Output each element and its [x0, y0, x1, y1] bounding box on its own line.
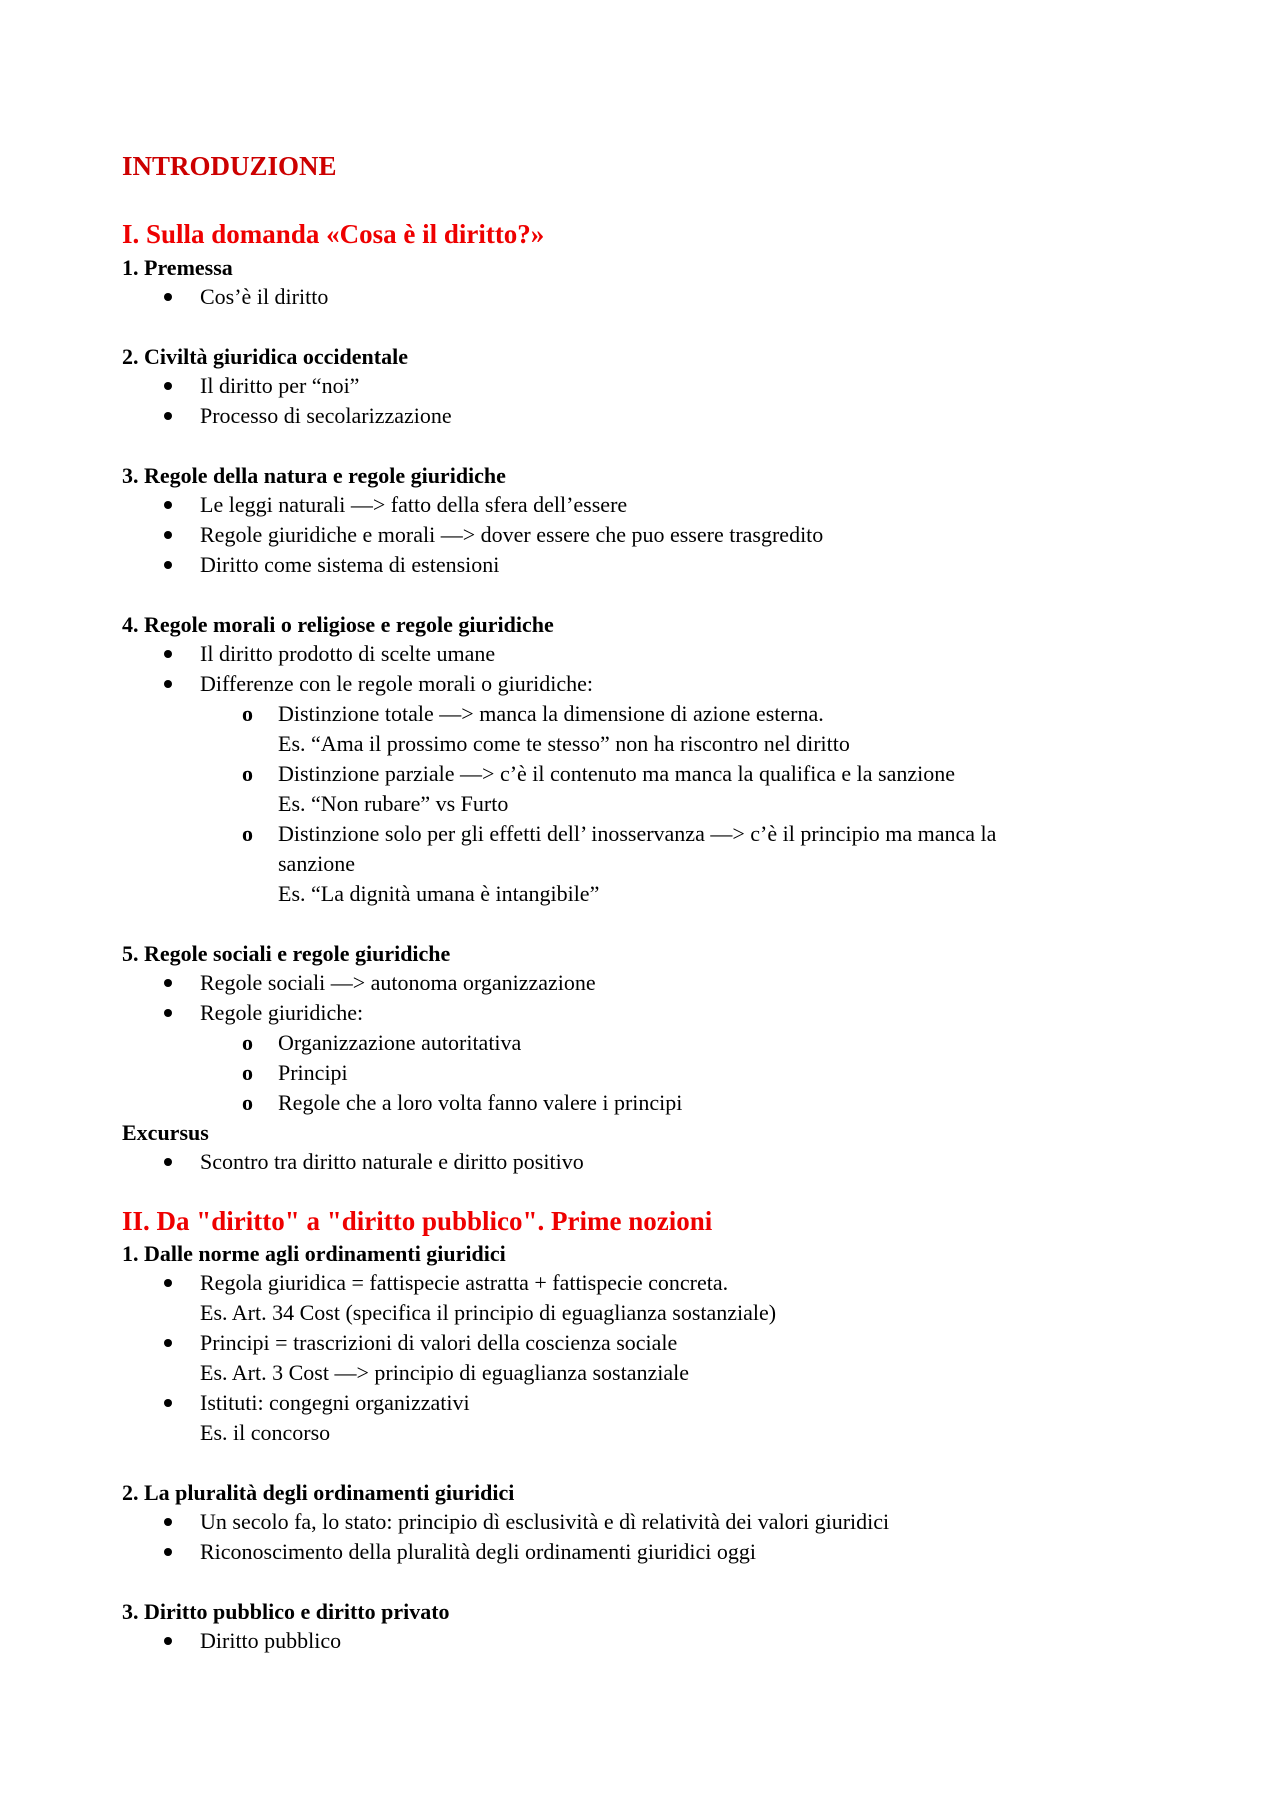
sub-bullet-marker: o: [242, 760, 253, 786]
list-item: [122, 1328, 1162, 1388]
section-heading: 1. Premessa: [122, 254, 233, 280]
sub-bullet-marker: o: [242, 1059, 253, 1085]
list-item: [122, 639, 1162, 669]
list-item: [122, 968, 1162, 998]
section: [122, 461, 1162, 580]
section: [122, 610, 1162, 909]
sub-item-text-line: Es. “Non rubare” vs Furto: [278, 790, 509, 816]
sub-item-text-line: Es. “Ama il prossimo come te stesso” non ha riscontro nel diritto: [278, 730, 850, 756]
chapter: [122, 218, 1162, 1176]
list-item: [122, 401, 1162, 431]
bullet-list: [122, 968, 1162, 1118]
section: [122, 1239, 1162, 1448]
item-text-line: Un secolo fa, lo stato: principio dì esclusività e dì relatività dei valori giuridici: [200, 1509, 890, 1535]
item-text-line: Il diritto per “noi”: [200, 372, 360, 398]
item-text-line: Le leggi naturali —> fatto della sfera dell’essere: [200, 491, 628, 517]
item-text-line: Regole giuridiche e morali —> dover essere che puo essere trasgredito: [200, 521, 824, 547]
sub-list: [200, 1028, 1162, 1118]
sub-list-item: [200, 819, 1162, 909]
section: [122, 1478, 1162, 1567]
sub-list-item: [200, 699, 1162, 759]
sub-bullet-marker: o: [242, 1029, 253, 1055]
item-text-line: Regole sociali —> autonoma organizzazione: [200, 969, 596, 995]
section-heading: 2. La pluralità degli ordinamenti giuridici: [122, 1480, 515, 1506]
chapters-container: [122, 218, 1162, 1656]
list-item: [122, 371, 1162, 401]
sub-list-item: [200, 1088, 1162, 1118]
item-text-line: Principi = trascrizioni di valori della coscienza sociale: [200, 1330, 678, 1356]
section-heading: 1. Dalle norme agli ordinamenti giuridici: [122, 1241, 506, 1267]
sub-bullet-marker: o: [242, 1089, 253, 1115]
document-title: INTRODUZIONE: [122, 151, 337, 181]
list-item: [122, 998, 1162, 1118]
bullet-list: [122, 1268, 1162, 1448]
sub-list-item: [200, 1058, 1162, 1088]
chapter: [122, 1205, 1162, 1656]
item-text-line: Diritto pubblico: [200, 1628, 342, 1654]
sub-item-text-line: Distinzione totale —> manca la dimensione di azione esterna.: [278, 700, 824, 726]
list-item: [122, 1507, 1162, 1537]
item-text-line: Riconoscimento della pluralità degli ordinamenti giuridici oggi: [200, 1539, 756, 1565]
sub-item-text-line: Distinzione solo per gli effetti dell’ inosservanza —> c’è il principio ma manca la: [278, 820, 997, 846]
bullet-list: [122, 639, 1162, 909]
list-item: [122, 282, 1162, 312]
list-item: [122, 490, 1162, 520]
list-item: [122, 1147, 1162, 1177]
chapter-title: I. Sulla domanda «Cosa è il diritto?»: [122, 219, 545, 250]
item-text-line: Diritto come sistema di estensioni: [200, 551, 500, 577]
sub-list-item: [200, 759, 1162, 819]
sub-list-item: [200, 1028, 1162, 1058]
list-item: [122, 520, 1162, 550]
bullet-list: [122, 371, 1162, 431]
list-item: [122, 1537, 1162, 1567]
list-item: [122, 1626, 1162, 1656]
sub-item-text-line: Regole che a loro volta fanno valere i principi: [278, 1089, 683, 1115]
item-text-line: Differenze con le regole morali o giuridiche:: [200, 670, 593, 696]
bullet-list: [122, 1507, 1162, 1567]
item-text-line: Es. il concorso: [200, 1420, 331, 1446]
item-text-line: Regola giuridica = fattispecie astratta + fattispecie concreta.: [200, 1270, 729, 1296]
section-heading: 4. Regole morali o religiose e regole giuridiche: [122, 611, 554, 637]
item-text-line: Es. Art. 3 Cost —> principio di eguaglianza sostanziale: [200, 1360, 689, 1386]
item-text-line: Regole giuridiche:: [200, 999, 364, 1025]
section: [122, 253, 1162, 312]
item-text-line: Il diritto prodotto di scelte umane: [200, 640, 496, 666]
section: [122, 342, 1162, 431]
section-heading: 5. Regole sociali e regole giuridiche: [122, 940, 451, 966]
sub-bullet-marker: o: [242, 820, 253, 846]
sub-item-text-line: Principi: [278, 1059, 348, 1085]
section: [122, 939, 1162, 1118]
item-text-line: Istituti: congegni organizzativi: [200, 1390, 470, 1416]
sub-item-text-line: Organizzazione autoritativa: [278, 1029, 522, 1055]
item-text-line: Scontro tra diritto naturale e diritto positivo: [200, 1148, 584, 1174]
list-item: [122, 1388, 1162, 1448]
section: [122, 1118, 1162, 1177]
bullet-list: [122, 1147, 1162, 1177]
section-heading: 3. Regole della natura e regole giuridiche: [122, 462, 506, 488]
item-text-line: Es. Art. 34 Cost (specifica il principio di eguaglianza sostanziale): [200, 1300, 777, 1326]
item-text-line: Processo di secolarizzazione: [200, 402, 452, 428]
list-item: [122, 550, 1162, 580]
list-item: [122, 669, 1162, 909]
bullet-list: [122, 1626, 1162, 1656]
list-item: [122, 1268, 1162, 1328]
chapter-title: II. Da "diritto" a "diritto pubblico". Prime nozioni: [122, 1205, 713, 1236]
sub-item-text-line: sanzione: [278, 850, 355, 876]
section-heading: 3. Diritto pubblico e diritto privato: [122, 1599, 450, 1625]
section: [122, 1597, 1162, 1656]
document-page: [122, 150, 1162, 1686]
sub-item-text-line: Distinzione parziale —> c’è il contenuto ma manca la qualifica e la sanzione: [278, 760, 956, 786]
bullet-list: [122, 282, 1162, 312]
bullet-list: [122, 490, 1162, 580]
section-heading: 2. Civiltà giuridica occidentale: [122, 343, 408, 369]
section-heading: Excursus: [122, 1119, 209, 1145]
sub-item-text-line: Es. “La dignità umana è intangibile”: [278, 880, 600, 906]
item-text-line: Cos’è il diritto: [200, 283, 329, 309]
sub-bullet-marker: o: [242, 700, 253, 726]
sub-list: [200, 699, 1162, 909]
